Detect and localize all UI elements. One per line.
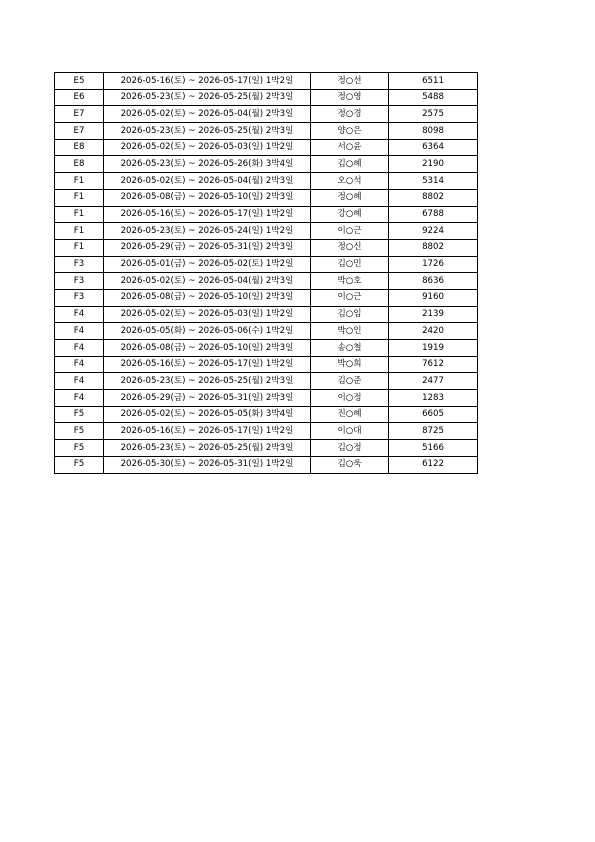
reservation-number-cell: 7612 [389, 356, 478, 373]
room-cell: F5 [55, 406, 104, 423]
reservation-number-cell: 8802 [389, 189, 478, 206]
period-cell: 2026-05-01(금) ~ 2026-05-02(토) 1박2일 [104, 256, 311, 273]
guest-name-cell: 진○혜 [311, 406, 389, 423]
reservation-number-cell: 2190 [389, 156, 478, 173]
reservation-number-cell: 5166 [389, 440, 478, 457]
room-cell: F4 [55, 373, 104, 390]
guest-name-cell: 양○은 [311, 123, 389, 140]
reservation-number-cell: 2477 [389, 373, 478, 390]
table-row [55, 373, 478, 390]
period-cell: 2026-05-16(토) ~ 2026-05-17(일) 1박2일 [104, 356, 311, 373]
table-row [55, 173, 478, 190]
table-row [55, 123, 478, 140]
guest-name-cell: 이○정 [311, 390, 389, 407]
table-row [55, 306, 478, 323]
reservation-number-cell: 6511 [389, 73, 478, 90]
period-cell: 2026-05-08(금) ~ 2026-05-10(일) 2박3일 [104, 289, 311, 306]
room-cell: F4 [55, 306, 104, 323]
guest-name-cell: 김○욱 [311, 456, 389, 473]
room-cell: E5 [55, 73, 104, 90]
guest-name-cell: 김○임 [311, 306, 389, 323]
room-cell: F4 [55, 340, 104, 357]
table-row [55, 390, 478, 407]
period-cell: 2026-05-23(토) ~ 2026-05-25(월) 2박3일 [104, 373, 311, 390]
guest-name-cell: 박○호 [311, 273, 389, 290]
table-row [55, 356, 478, 373]
reservation-number-cell: 5488 [389, 89, 478, 106]
guest-name-cell: 박○인 [311, 323, 389, 340]
room-cell: E6 [55, 89, 104, 106]
reservation-number-cell: 1726 [389, 256, 478, 273]
room-cell: F1 [55, 239, 104, 256]
reservation-number-cell: 8098 [389, 123, 478, 140]
room-cell: F4 [55, 323, 104, 340]
period-cell: 2026-05-23(토) ~ 2026-05-24(일) 1박2일 [104, 223, 311, 240]
period-cell: 2026-05-23(토) ~ 2026-05-25(월) 2박3일 [104, 440, 311, 457]
reservation-table-body [55, 73, 478, 474]
period-cell: 2026-05-02(토) ~ 2026-05-04(월) 2박3일 [104, 173, 311, 190]
period-cell: 2026-05-02(토) ~ 2026-05-04(월) 2박3일 [104, 106, 311, 123]
reservation-number-cell: 6605 [389, 406, 478, 423]
reservation-number-cell: 1919 [389, 340, 478, 357]
table-row [55, 323, 478, 340]
period-cell: 2026-05-23(토) ~ 2026-05-26(화) 3박4일 [104, 156, 311, 173]
reservation-number-cell: 2420 [389, 323, 478, 340]
guest-name-cell: 김○준 [311, 373, 389, 390]
period-cell: 2026-05-08(금) ~ 2026-05-10(일) 2박3일 [104, 189, 311, 206]
table-row [55, 89, 478, 106]
guest-name-cell: 정○영 [311, 89, 389, 106]
guest-name-cell: 김○혜 [311, 156, 389, 173]
room-cell: E7 [55, 123, 104, 140]
table-row [55, 273, 478, 290]
table-row [55, 256, 478, 273]
period-cell: 2026-05-16(토) ~ 2026-05-17(일) 1박2일 [104, 73, 311, 90]
table-row [55, 456, 478, 473]
room-cell: E8 [55, 156, 104, 173]
room-cell: F1 [55, 206, 104, 223]
guest-name-cell: 김○민 [311, 256, 389, 273]
reservation-number-cell: 8725 [389, 423, 478, 440]
guest-name-cell: 이○근 [311, 223, 389, 240]
reservation-number-cell: 6364 [389, 139, 478, 156]
reservation-number-cell: 6122 [389, 456, 478, 473]
guest-name-cell: 정○선 [311, 73, 389, 90]
room-cell: F1 [55, 189, 104, 206]
table-row [55, 423, 478, 440]
table-row [55, 106, 478, 123]
table-row [55, 206, 478, 223]
period-cell: 2026-05-02(토) ~ 2026-05-05(화) 3박4일 [104, 406, 311, 423]
room-cell: F3 [55, 289, 104, 306]
table-row [55, 289, 478, 306]
reservation-number-cell: 8802 [389, 239, 478, 256]
period-cell: 2026-05-29(금) ~ 2026-05-31(일) 2박3일 [104, 390, 311, 407]
period-cell: 2026-05-16(토) ~ 2026-05-17(일) 1박2일 [104, 423, 311, 440]
room-cell: F4 [55, 390, 104, 407]
period-cell: 2026-05-08(금) ~ 2026-05-10(일) 2박3일 [104, 340, 311, 357]
guest-name-cell: 정○신 [311, 239, 389, 256]
guest-name-cell: 박○희 [311, 356, 389, 373]
room-cell: F3 [55, 273, 104, 290]
room-cell: F3 [55, 256, 104, 273]
room-cell: E8 [55, 139, 104, 156]
reservation-table [54, 72, 478, 474]
table-row [55, 239, 478, 256]
period-cell: 2026-05-05(화) ~ 2026-05-06(수) 1박2일 [104, 323, 311, 340]
table-row [55, 189, 478, 206]
table-row [55, 156, 478, 173]
table-row [55, 440, 478, 457]
guest-name-cell: 정○혜 [311, 189, 389, 206]
reservation-number-cell: 5314 [389, 173, 478, 190]
guest-name-cell: 송○철 [311, 340, 389, 357]
period-cell: 2026-05-16(토) ~ 2026-05-17(일) 1박2일 [104, 206, 311, 223]
reservation-number-cell: 9224 [389, 223, 478, 240]
table-row [55, 139, 478, 156]
period-cell: 2026-05-02(토) ~ 2026-05-04(월) 2박3일 [104, 273, 311, 290]
room-cell: F1 [55, 223, 104, 240]
reservation-number-cell: 2139 [389, 306, 478, 323]
period-cell: 2026-05-02(토) ~ 2026-05-03(일) 1박2일 [104, 306, 311, 323]
period-cell: 2026-05-30(토) ~ 2026-05-31(일) 1박2일 [104, 456, 311, 473]
period-cell: 2026-05-02(토) ~ 2026-05-03(일) 1박2일 [104, 139, 311, 156]
guest-name-cell: 김○정 [311, 440, 389, 457]
guest-name-cell: 이○대 [311, 423, 389, 440]
guest-name-cell: 서○윤 [311, 139, 389, 156]
reservation-number-cell: 9160 [389, 289, 478, 306]
reservation-number-cell: 1283 [389, 390, 478, 407]
table-row [55, 223, 478, 240]
room-cell: F4 [55, 356, 104, 373]
room-cell: E7 [55, 106, 104, 123]
room-cell: F5 [55, 456, 104, 473]
room-cell: F5 [55, 423, 104, 440]
guest-name-cell: 오○석 [311, 173, 389, 190]
room-cell: F5 [55, 440, 104, 457]
reservation-number-cell: 6788 [389, 206, 478, 223]
guest-name-cell: 이○근 [311, 289, 389, 306]
table-row [55, 73, 478, 90]
guest-name-cell: 강○혜 [311, 206, 389, 223]
room-cell: F1 [55, 173, 104, 190]
period-cell: 2026-05-23(토) ~ 2026-05-25(월) 2박3일 [104, 89, 311, 106]
table-row [55, 340, 478, 357]
period-cell: 2026-05-23(토) ~ 2026-05-25(월) 2박3일 [104, 123, 311, 140]
reservation-number-cell: 8636 [389, 273, 478, 290]
period-cell: 2026-05-29(금) ~ 2026-05-31(일) 2박3일 [104, 239, 311, 256]
guest-name-cell: 정○경 [311, 106, 389, 123]
table-row [55, 406, 478, 423]
reservation-number-cell: 2575 [389, 106, 478, 123]
